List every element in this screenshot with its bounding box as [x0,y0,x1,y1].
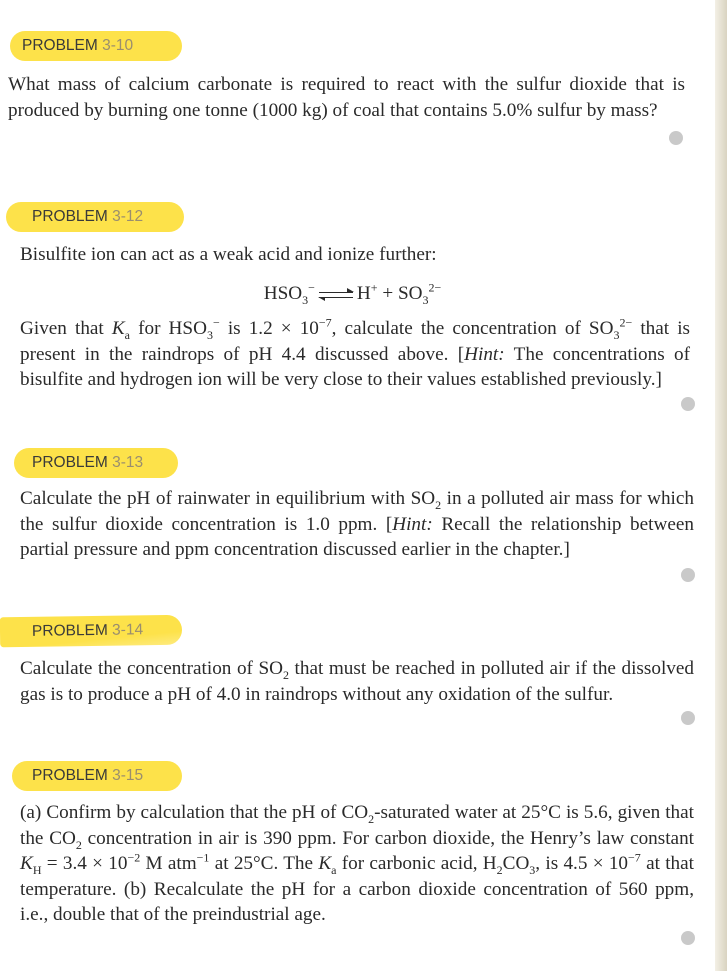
problem-intro-3-12: Bisulfite ion can act as a weak acid and ionize further: [20,244,437,265]
bullet-dot-icon [681,711,695,725]
page-edge [715,0,727,971]
problem-text-3-14: Calculate the concentration of $SO_2$ that must be reached in polluted air if the dissolved gas is to produce a pH of 4.0 in raindrops without any oxidation of the sulfur. [20,658,694,705]
bullet-dot-icon [681,397,695,411]
problem-tag-3-13 [14,448,178,478]
problem-number: 3-10 [102,37,134,54]
equilibrium-equation: $HSO_3^-$ $H^+ + SO_3^{2-}$ [263,280,442,307]
problem-text-3-13: Calculate the pH of rainwater in equilibrium with $SO_2$ in a polluted air mass for which the sulfur dioxide concentration is 1.0 ppm. [Hint: Recall the relationship between partial pressure and ppm concentration discussed earlier in the chapter.] [20,488,694,560]
problem-tag-3-12 [6,202,184,232]
problem-tag-3-10 [10,31,182,61]
bullet-dot-icon [681,931,695,945]
problem-text-3-15: (a) Confirm by calculation that the pH of $CO_2$-saturated water at 25°C is 5.6, given that the $CO_2$ concentration in air is 390 ppm. For carbon dioxide, the Henry’s law constant $K_H = 3.4 \times 10^{-2}$ M atm$^{-1}$ at 25°C. The $K_a$ for carbonic acid, $H_2CO_3$, is $4.5 \times 10^{-7}$ at that temperature. (b) Recalculate the pH for a carbon dioxide concentration of 560 ppm, i.e., double that of the preindustrial age. [20,802,694,925]
problem-text-3-10: What mass of calcium carbonate is required to react with the sulfur dioxide that is produced by burning one tonne (1000 kg) of coal that contains 5.0% sulfur by mass? [8,74,685,121]
bullet-dot-icon [669,131,683,145]
problem-tag-3-15 [12,761,182,791]
equilibrium-arrow-icon [319,289,353,301]
problem-label: PROBLEM [32,767,113,784]
problem-label: PROBLEM [22,37,103,54]
problem-label: PROBLEM [32,454,113,471]
problem-number: 3-13 [112,454,144,471]
bullet-dot-icon [681,568,695,582]
problem-number: 3-12 [112,208,144,225]
problem-number: 3-14 [111,621,144,639]
problem-label: PROBLEM [32,208,113,225]
problem-label: PROBLEM [31,621,113,640]
problem-tag-3-14 [0,615,182,648]
problem-text-3-12: Given that $K_a$ for $HSO_3^-$ is $1.2 \times 10^{-7}$, calculate the concentration of $SO_3^{2-}$ that is present in the raindrops of pH 4.4 discussed above. [Hint: The concentrations of bisulfite and hydrogen ion will be very close to their values established previously.] [20,315,691,390]
problem-number: 3-15 [112,767,144,784]
